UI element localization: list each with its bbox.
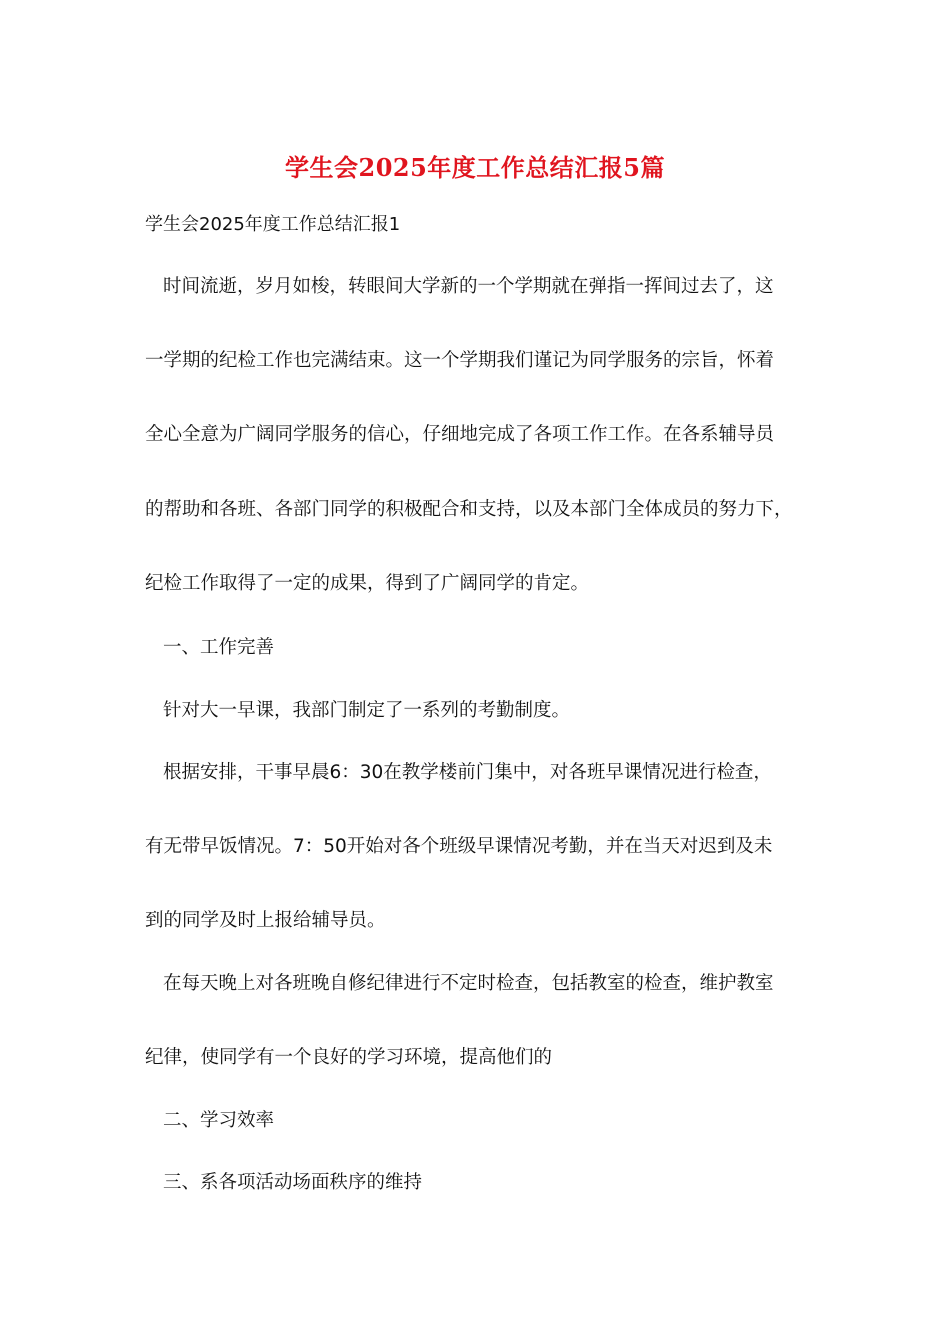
paragraph-line: 一学期的纪检工作也完满结束。这一个学期我们谨记为同学服务的宗旨，怀着 <box>145 350 775 371</box>
paragraph-line: 的帮助和各班、各部门同学的积极配合和支持，以及本部门全体成员的努力下， <box>145 499 793 520</box>
document-title: 学生会2025年度工作总结汇报5篇 <box>285 153 665 182</box>
list-heading: 三、系各项活动场面秩序的维持 <box>163 1172 423 1193</box>
paragraph-line: 到的同学及时上报给辅导员。 <box>145 910 386 931</box>
paragraph-line: 有无带早饭情况。7：50开始对各个班级早课情况考勤，并在当天对迟到及未 <box>145 836 773 857</box>
paragraph-line: 针对大一早课，我部门制定了一系列的考勤制度。 <box>163 700 571 721</box>
section-heading: 学生会2025年度工作总结汇报1 <box>145 214 401 235</box>
list-heading: 二、学习效率 <box>163 1110 275 1131</box>
paragraph-line: 纪律，使同学有一个良好的学习环境，提高他们的 <box>145 1047 553 1068</box>
paragraph-line: 根据安排，干事早晨6：30在教学楼前门集中，对各班早课情况进行检查， <box>163 762 772 783</box>
paragraph-line: 时间流逝，岁月如梭，转眼间大学新的一个学期就在弹指一挥间过去了，这 <box>163 276 774 297</box>
paragraph-line: 在每天晚上对各班晚自修纪律进行不定时检查，包括教室的检查，维护教室 <box>163 973 774 994</box>
paragraph-line: 纪检工作取得了一定的成果，得到了广阔同学的肯定。 <box>145 573 590 594</box>
paragraph-line: 全心全意为广阔同学服务的信心，仔细地完成了各项工作工作。在各系辅导员 <box>145 424 775 445</box>
list-heading: 一、工作完善 <box>163 637 275 658</box>
